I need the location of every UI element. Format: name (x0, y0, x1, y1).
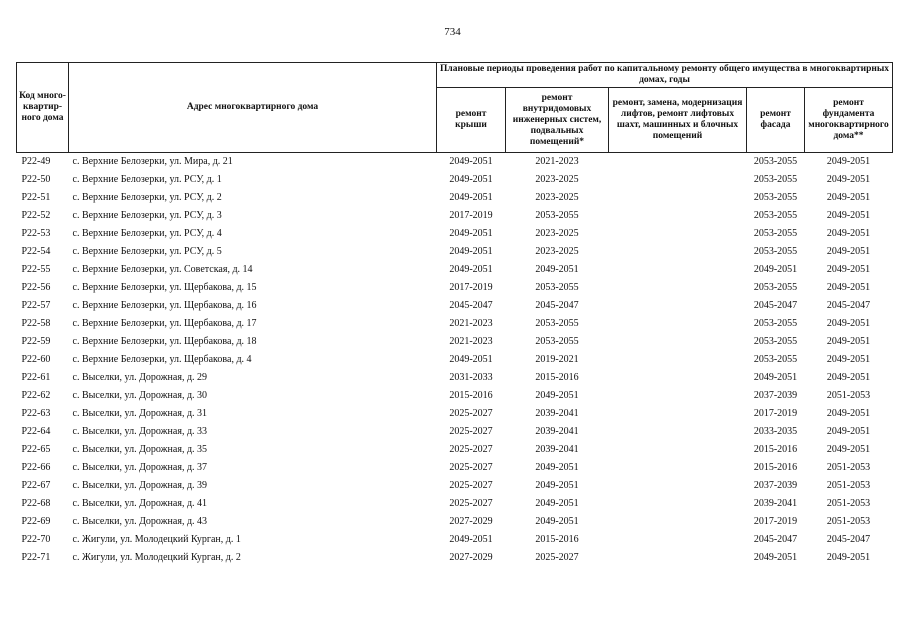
cell-lifts (609, 477, 747, 495)
cell-foundation: 2045-2047 (826, 300, 871, 311)
cell-facade: 2053-2055 (753, 192, 798, 203)
cell-address: с. Выселки, ул. Дорожная, д. 30 (72, 390, 208, 401)
cell-roof: 2049-2051 (449, 264, 493, 275)
cell-foundation: 2051-2053 (826, 498, 871, 509)
cell-lifts (609, 549, 747, 567)
cell-lifts (609, 423, 747, 441)
cell-engineering: 2019-2021 (535, 354, 579, 365)
table-row (17, 369, 893, 387)
cell-address: с. Жигули, ул. Молодецкий Курган, д. 2 (72, 552, 241, 563)
table-row (17, 315, 893, 333)
cell-address: с. Выселки, ул. Дорожная, д. 33 (72, 426, 208, 437)
cell-facade: 2049-2051 (753, 264, 798, 275)
table-row (17, 405, 893, 423)
cell-roof: 2027-2029 (449, 516, 493, 527)
cell-engineering: 2045-2047 (535, 300, 579, 311)
cell-facade: 2053-2055 (753, 228, 798, 239)
cell-engineering: 2015-2016 (535, 534, 579, 545)
cell-engineering: 2053-2055 (535, 210, 579, 221)
cell-address: с. Верхние Белозерки, ул. РСУ, д. 5 (72, 246, 222, 257)
cell-code: Р22-52 (21, 210, 51, 221)
cell-foundation: 2051-2053 (826, 462, 871, 473)
cell-code: Р22-58 (21, 318, 51, 329)
cell-facade: 2037-2039 (753, 480, 798, 491)
cell-engineering: 2049-2051 (535, 480, 579, 491)
cell-engineering: 2053-2055 (535, 318, 579, 329)
cell-lifts (609, 531, 747, 549)
cell-engineering: 2023-2025 (535, 246, 579, 257)
cell-lifts (609, 243, 747, 261)
header-roof: ремонт крыши (437, 88, 506, 153)
cell-code: Р22-67 (21, 480, 51, 491)
cell-lifts (609, 441, 747, 459)
cell-address: с. Верхние Белозерки, ул. Советская, д. 14 (72, 264, 253, 275)
cell-engineering: 2021-2023 (535, 156, 579, 167)
cell-address: с. Верхние Белозерки, ул. Щербакова, д. 16 (72, 300, 257, 311)
table-row (17, 441, 893, 459)
cell-code: Р22-50 (21, 174, 51, 185)
cell-facade: 2045-2047 (753, 534, 798, 545)
cell-roof: 2049-2051 (449, 192, 493, 203)
cell-lifts (609, 495, 747, 513)
table-row (17, 423, 893, 441)
cell-lifts (609, 261, 747, 279)
cell-foundation: 2049-2051 (826, 264, 871, 275)
table-row (17, 297, 893, 315)
cell-facade: 2053-2055 (753, 318, 798, 329)
cell-lifts (609, 315, 747, 333)
cell-facade: 2049-2051 (753, 552, 798, 563)
cell-foundation: 2049-2051 (826, 174, 871, 185)
cell-facade: 2049-2051 (753, 372, 798, 383)
table-row (17, 207, 893, 225)
cell-address: с. Выселки, ул. Дорожная, д. 41 (72, 498, 208, 509)
cell-foundation: 2049-2051 (826, 228, 871, 239)
cell-address: с. Выселки, ул. Дорожная, д. 39 (72, 480, 208, 491)
cell-foundation: 2051-2053 (826, 516, 871, 527)
cell-foundation: 2049-2051 (826, 210, 871, 221)
cell-engineering: 2039-2041 (535, 408, 579, 419)
cell-lifts (609, 189, 747, 207)
table-row (17, 171, 893, 189)
cell-address: с. Верхние Белозерки, ул. Щербакова, д. 17 (72, 318, 257, 329)
cell-engineering: 2023-2025 (535, 174, 579, 185)
cell-facade: 2033-2035 (753, 426, 798, 437)
cell-roof: 2015-2016 (449, 390, 493, 401)
cell-address: с. Верхние Белозерки, ул. Мира, д. 21 (72, 156, 233, 167)
cell-facade: 2037-2039 (753, 390, 798, 401)
cell-address: с. Верхние Белозерки, ул. Щербакова, д. 15 (72, 282, 257, 293)
cell-facade: 2053-2055 (753, 336, 798, 347)
cell-engineering: 2049-2051 (535, 516, 579, 527)
cell-code: Р22-60 (21, 354, 51, 365)
cell-roof: 2021-2023 (449, 318, 493, 329)
cell-roof: 2049-2051 (449, 228, 493, 239)
cell-lifts (609, 207, 747, 225)
table-row (17, 387, 893, 405)
cell-lifts (609, 171, 747, 189)
cell-address: с. Верхние Белозерки, ул. РСУ, д. 1 (72, 174, 222, 185)
cell-lifts (609, 297, 747, 315)
cell-engineering: 2049-2051 (535, 264, 579, 275)
cell-foundation: 2049-2051 (826, 444, 871, 455)
cell-roof: 2025-2027 (449, 498, 493, 509)
cell-foundation: 2049-2051 (826, 192, 871, 203)
cell-code: Р22-69 (21, 516, 51, 527)
cell-foundation: 2049-2051 (826, 246, 871, 257)
header-foundation: ремонт фундамента многоквартирного дома** (805, 88, 893, 153)
header-address: Адрес многоквартирного дома (69, 63, 437, 153)
table-row (17, 549, 893, 567)
page-number: 734 (444, 26, 461, 38)
table-row (17, 243, 893, 261)
table-row (17, 153, 893, 172)
cell-facade: 2053-2055 (753, 246, 798, 257)
cell-address: с. Верхние Белозерки, ул. РСУ, д. 4 (72, 228, 222, 239)
cell-code: Р22-53 (21, 228, 51, 239)
table-row (17, 477, 893, 495)
cell-roof: 2049-2051 (449, 174, 493, 185)
table-row (17, 261, 893, 279)
cell-foundation: 2049-2051 (826, 552, 871, 563)
cell-address: с. Выселки, ул. Дорожная, д. 43 (72, 516, 208, 527)
cell-code: Р22-61 (21, 372, 51, 383)
cell-roof: 2049-2051 (449, 246, 493, 257)
table-row (17, 495, 893, 513)
cell-roof: 2049-2051 (449, 156, 493, 167)
table-header (17, 63, 893, 153)
cell-lifts (609, 405, 747, 423)
header-engineering: ремонт внутридомовых инженерных систем, подвальных помещений* (506, 88, 609, 153)
cell-facade: 2053-2055 (753, 156, 798, 167)
cell-roof: 2025-2027 (449, 408, 493, 419)
cell-lifts (609, 279, 747, 297)
cell-lifts (609, 225, 747, 243)
cell-engineering: 2039-2041 (535, 426, 579, 437)
cell-foundation: 2049-2051 (826, 354, 871, 365)
cell-address: с. Выселки, ул. Дорожная, д. 31 (72, 408, 208, 419)
cell-engineering: 2015-2016 (535, 372, 579, 383)
cell-code: Р22-71 (21, 552, 51, 563)
header-code: Код много-квартир-ного дома (17, 63, 69, 153)
cell-code: Р22-54 (21, 246, 51, 257)
cell-roof: 2017-2019 (449, 282, 493, 293)
cell-foundation: 2051-2053 (826, 390, 871, 401)
cell-foundation: 2049-2051 (826, 318, 871, 329)
cell-address: с. Верхние Белозерки, ул. РСУ, д. 2 (72, 192, 222, 203)
cell-facade: 2053-2055 (753, 174, 798, 185)
cell-roof: 2049-2051 (449, 534, 493, 545)
cell-roof: 2025-2027 (449, 426, 493, 437)
header-lifts: ремонт, замена, модернизация лифтов, ремонт лифтовых шахт, машинных и блочных помещений (609, 88, 747, 153)
cell-roof: 2017-2019 (449, 210, 493, 221)
cell-roof: 2031-2033 (449, 372, 493, 383)
table-row (17, 279, 893, 297)
cell-engineering: 2023-2025 (535, 228, 579, 239)
cell-engineering: 2049-2051 (535, 462, 579, 473)
capital-repair-schedule-table (16, 62, 893, 567)
cell-code: Р22-59 (21, 336, 51, 347)
table-row (17, 333, 893, 351)
cell-address: с. Выселки, ул. Дорожная, д. 37 (72, 462, 208, 473)
cell-address: с. Жигули, ул. Молодецкий Курган, д. 1 (72, 534, 241, 545)
cell-code: Р22-55 (21, 264, 51, 275)
cell-engineering: 2025-2027 (535, 552, 579, 563)
cell-lifts (609, 351, 747, 369)
cell-roof: 2025-2027 (449, 480, 493, 491)
cell-roof: 2027-2029 (449, 552, 493, 563)
table-row (17, 513, 893, 531)
cell-code: Р22-65 (21, 444, 51, 455)
cell-lifts (609, 513, 747, 531)
cell-code: Р22-64 (21, 426, 51, 437)
table-row (17, 531, 893, 549)
cell-facade: 2015-2016 (753, 462, 798, 473)
cell-lifts (609, 369, 747, 387)
cell-code: Р22-68 (21, 498, 51, 509)
cell-facade: 2017-2019 (753, 408, 798, 419)
cell-facade: 2045-2047 (753, 300, 798, 311)
table-row (17, 459, 893, 477)
cell-engineering: 2049-2051 (535, 498, 579, 509)
cell-address: с. Выселки, ул. Дорожная, д. 35 (72, 444, 208, 455)
cell-foundation: 2049-2051 (826, 336, 871, 347)
cell-lifts (609, 387, 747, 405)
cell-code: Р22-51 (21, 192, 51, 203)
table-body (17, 153, 893, 568)
cell-facade: 2039-2041 (753, 498, 798, 509)
cell-roof: 2021-2023 (449, 336, 493, 347)
table-row (17, 225, 893, 243)
cell-roof: 2045-2047 (449, 300, 493, 311)
cell-roof: 2049-2051 (449, 354, 493, 365)
cell-foundation: 2049-2051 (826, 156, 871, 167)
cell-address: с. Верхние Белозерки, ул. РСУ, д. 3 (72, 210, 222, 221)
cell-code: Р22-57 (21, 300, 51, 311)
cell-code: Р22-66 (21, 462, 51, 473)
cell-lifts (609, 153, 747, 172)
cell-foundation: 2051-2053 (826, 480, 871, 491)
cell-facade: 2017-2019 (753, 516, 798, 527)
cell-engineering: 2053-2055 (535, 282, 579, 293)
cell-lifts (609, 333, 747, 351)
table-row (17, 189, 893, 207)
header-facade: ремонт фасада (747, 88, 805, 153)
cell-facade: 2053-2055 (753, 210, 798, 221)
cell-roof: 2025-2027 (449, 462, 493, 473)
cell-engineering: 2023-2025 (535, 192, 579, 203)
cell-facade: 2053-2055 (753, 354, 798, 365)
cell-lifts (609, 459, 747, 477)
cell-facade: 2015-2016 (753, 444, 798, 455)
cell-code: Р22-56 (21, 282, 51, 293)
cell-engineering: 2039-2041 (535, 444, 579, 455)
cell-engineering: 2049-2051 (535, 390, 579, 401)
header-periods-group: Плановые периоды проведения работ по капитальному ремонту общего имущества в многоквартирных домах, годы (437, 63, 893, 88)
cell-foundation: 2049-2051 (826, 372, 871, 383)
cell-facade: 2053-2055 (753, 282, 798, 293)
cell-engineering: 2053-2055 (535, 336, 579, 347)
cell-foundation: 2045-2047 (826, 534, 871, 545)
cell-code: Р22-70 (21, 534, 51, 545)
table-row (17, 351, 893, 369)
cell-foundation: 2049-2051 (826, 408, 871, 419)
cell-code: Р22-63 (21, 408, 51, 419)
cell-roof: 2025-2027 (449, 444, 493, 455)
cell-address: с. Верхние Белозерки, ул. Щербакова, д. 18 (72, 336, 257, 347)
cell-code: Р22-49 (21, 156, 51, 167)
cell-address: с. Верхние Белозерки, ул. Щербакова, д. 4 (72, 354, 252, 365)
cell-foundation: 2049-2051 (826, 426, 871, 437)
cell-code: Р22-62 (21, 390, 51, 401)
cell-foundation: 2049-2051 (826, 282, 871, 293)
cell-address: с. Выселки, ул. Дорожная, д. 29 (72, 372, 208, 383)
